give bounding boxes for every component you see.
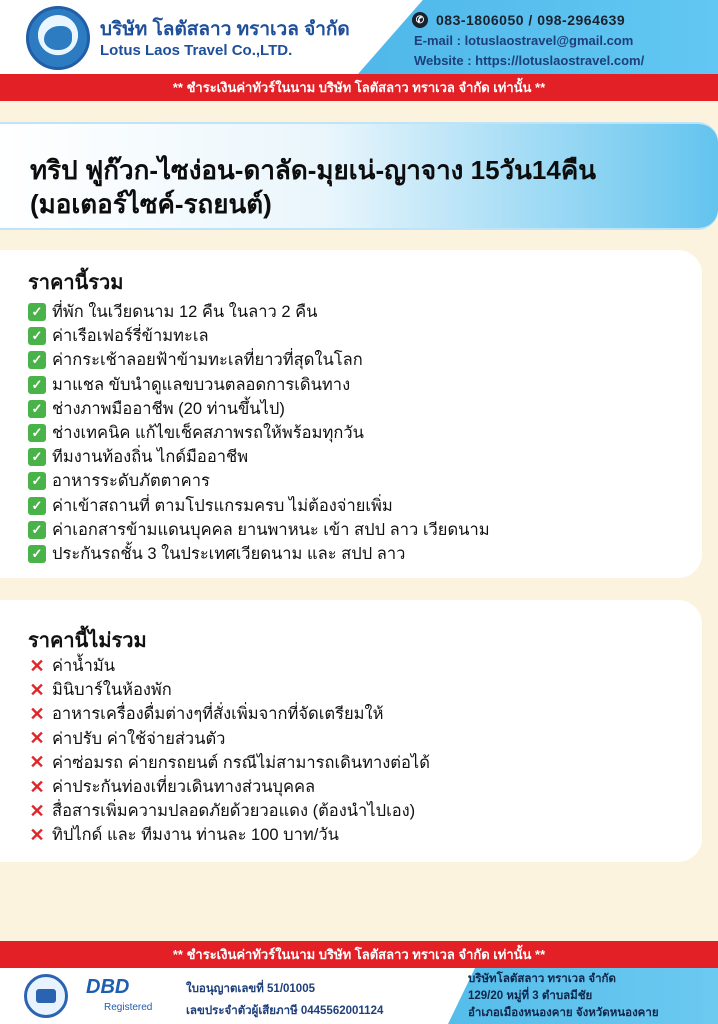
included-item-label: ค่าเข้าสถานที่ ตามโปรแกรมครบ ไม่ต้องจ่ายเพิ่ม — [52, 496, 393, 515]
included-item — [28, 324, 490, 348]
check-icon: ✓ — [28, 472, 46, 490]
tourism-license-seal-icon — [24, 974, 68, 1018]
included-item-label: อาหารระดับภัตตาคาร — [52, 472, 210, 491]
included-item — [28, 469, 490, 493]
excluded-item — [28, 775, 430, 799]
excluded-item — [28, 823, 430, 847]
check-icon: ✓ — [28, 303, 46, 321]
included-item — [28, 300, 490, 324]
included-item — [28, 445, 490, 469]
excluded-item-label: อาหารเครื่องดื่มต่างๆที่สั่งเพิ่มจากที่จัดเตรียมให้ — [52, 705, 384, 724]
trip-title: ทริป ฟูก๊วก-ไซง่อน-ดาลัด-มุยเน่-ญาจาง 15วัน14คืน — [30, 155, 596, 185]
check-icon: ✓ — [28, 424, 46, 442]
included-item — [28, 542, 490, 566]
address-street: 129/20 หมู่ที่ 3 ตำบลมีชัย — [468, 990, 593, 1002]
excluded-heading: ราคานี้ไม่รวม — [28, 630, 147, 652]
included-item — [28, 494, 490, 518]
email-address[interactable]: E-mail : lotuslaostravel@gmail.com — [414, 32, 634, 48]
excluded-item-label: ทิปไกด์ และ ทีมงาน ท่านละ 100 บาท/วัน — [52, 826, 339, 845]
included-item-label: ประกันรถชั้น 3 ในประเทศเวียดนาม และ สปป ลาว — [52, 544, 406, 563]
company-name-english: Lotus Laos Travel Co.,LTD. — [100, 42, 293, 59]
excluded-item-label: มินิบาร์ในห้องพัก — [52, 681, 172, 700]
included-item-label: มาแชล ขับนำดูแลขบวนตลอดการเดินทาง — [52, 375, 351, 394]
excluded-item — [28, 727, 430, 751]
excluded-item — [28, 751, 430, 775]
check-icon: ✓ — [28, 376, 46, 394]
cross-icon: ✕ — [29, 679, 45, 700]
cross-icon: ✕ — [29, 728, 45, 749]
included-card — [0, 250, 702, 578]
license-number: ใบอนุญาตเลขที่ 51/01005 — [186, 983, 315, 995]
excluded-item-label: ค่าปรับ ค่าใช้จ่ายส่วนตัว — [52, 729, 226, 748]
excluded-list — [28, 654, 430, 848]
check-icon: ✓ — [28, 521, 46, 539]
cross-icon: ✕ — [29, 824, 45, 845]
email-row — [412, 30, 712, 50]
check-icon: ✓ — [28, 351, 46, 369]
included-item — [28, 373, 490, 397]
included-item-label: ช่างภาพมืออาชีพ (20 ท่านขึ้นไป) — [52, 399, 285, 418]
excluded-item-label: ค่าประกันท่องเที่ยวเดินทางส่วนบุคคล — [52, 778, 316, 797]
included-list — [28, 300, 490, 566]
address-district: อำเภอเมืองหนองคาย จังหวัดหนองคาย — [468, 1007, 659, 1019]
address-company: บริษัทโลตัสลาว ทราเวล จำกัด — [468, 973, 616, 985]
excluded-item-label: สื่อสารเพิ่มความปลอดภัยด้วยวอแดง (ต้องนำไปเอง) — [52, 802, 416, 821]
company-logo — [26, 6, 90, 70]
included-heading: ราคานี้รวม — [28, 272, 124, 294]
cross-icon: ✕ — [29, 800, 45, 821]
excluded-item-label: ค่าน้ำมัน — [52, 657, 116, 676]
cross-icon: ✕ — [29, 655, 45, 676]
cross-icon: ✕ — [29, 703, 45, 724]
phone-row — [412, 10, 712, 30]
website-link[interactable]: Website : https://lotuslaostravel.com/ — [414, 52, 645, 68]
check-icon: ✓ — [28, 327, 46, 345]
excluded-item — [28, 678, 430, 702]
tax-id: เลขประจำตัวผู้เสียภาษี 0445562001124 — [186, 1005, 384, 1017]
header — [0, 0, 718, 74]
check-icon: ✓ — [28, 400, 46, 418]
phone-icon: ✆ — [412, 12, 428, 28]
included-item — [28, 348, 490, 372]
contact-info — [412, 10, 712, 70]
dbd-registered-label: Registered — [104, 1002, 153, 1013]
excluded-item — [28, 654, 430, 678]
website-row — [412, 50, 712, 70]
payment-notice-banner-bottom: ** ชำระเงินค่าทัวร์ในนาม บริษัท โลตัสลาว ทราเวล จำกัด เท่านั้น ** — [0, 941, 718, 968]
company-name-thai: บริษัท โลตัสลาว ทราเวล จำกัด — [100, 19, 350, 40]
payment-notice-banner-top: ** ชำระเงินค่าทัวร์ในนาม บริษัท โลตัสลาว ทราเวล จำกัด เท่านั้น ** — [0, 74, 718, 101]
cross-icon: ✕ — [29, 776, 45, 797]
included-item-label: ทีมงานท้องถิ่น ไกด์มืออาชีพ — [52, 448, 249, 467]
included-item — [28, 397, 490, 421]
phone-numbers[interactable]: 083-1806050 / 098-2964639 — [436, 12, 626, 28]
excluded-item — [28, 702, 430, 726]
included-item — [28, 518, 490, 542]
cross-icon: ✕ — [29, 752, 45, 773]
included-item-label: ค่าเอกสารข้ามแดนบุคคล ยานพาหนะ เข้า สปป ลาว เวียดนาม — [52, 520, 490, 539]
included-item-label: ที่พัก ในเวียดนาม 12 คืน ในลาว 2 คืน — [52, 303, 318, 322]
excluded-item-label: ค่าซ่อมรถ ค่ายกรถยนต์ กรณีไม่สามารถเดินทางต่อได้ — [52, 753, 430, 772]
footer — [0, 968, 718, 1024]
check-icon: ✓ — [28, 545, 46, 563]
included-item-label: ค่ากระเช้าลอยฟ้าข้ามทะเลที่ยาวที่สุดในโลก — [52, 351, 363, 370]
excluded-card — [0, 600, 702, 862]
included-item-label: ค่าเรือเฟอร์รี่ข้ามทะเล — [52, 327, 209, 346]
logo-emblem-icon — [44, 26, 72, 50]
included-item — [28, 421, 490, 445]
check-icon: ✓ — [28, 448, 46, 466]
excluded-item — [28, 799, 430, 823]
included-item-label: ช่างเทคนิค แก้ไขเช็คสภาพรถให้พร้อมทุกวัน — [52, 424, 364, 443]
check-icon: ✓ — [28, 497, 46, 515]
dbd-logo: DBD — [86, 976, 130, 998]
trip-subtitle: (มอเตอร์ไซค์-รถยนต์) — [30, 189, 272, 219]
